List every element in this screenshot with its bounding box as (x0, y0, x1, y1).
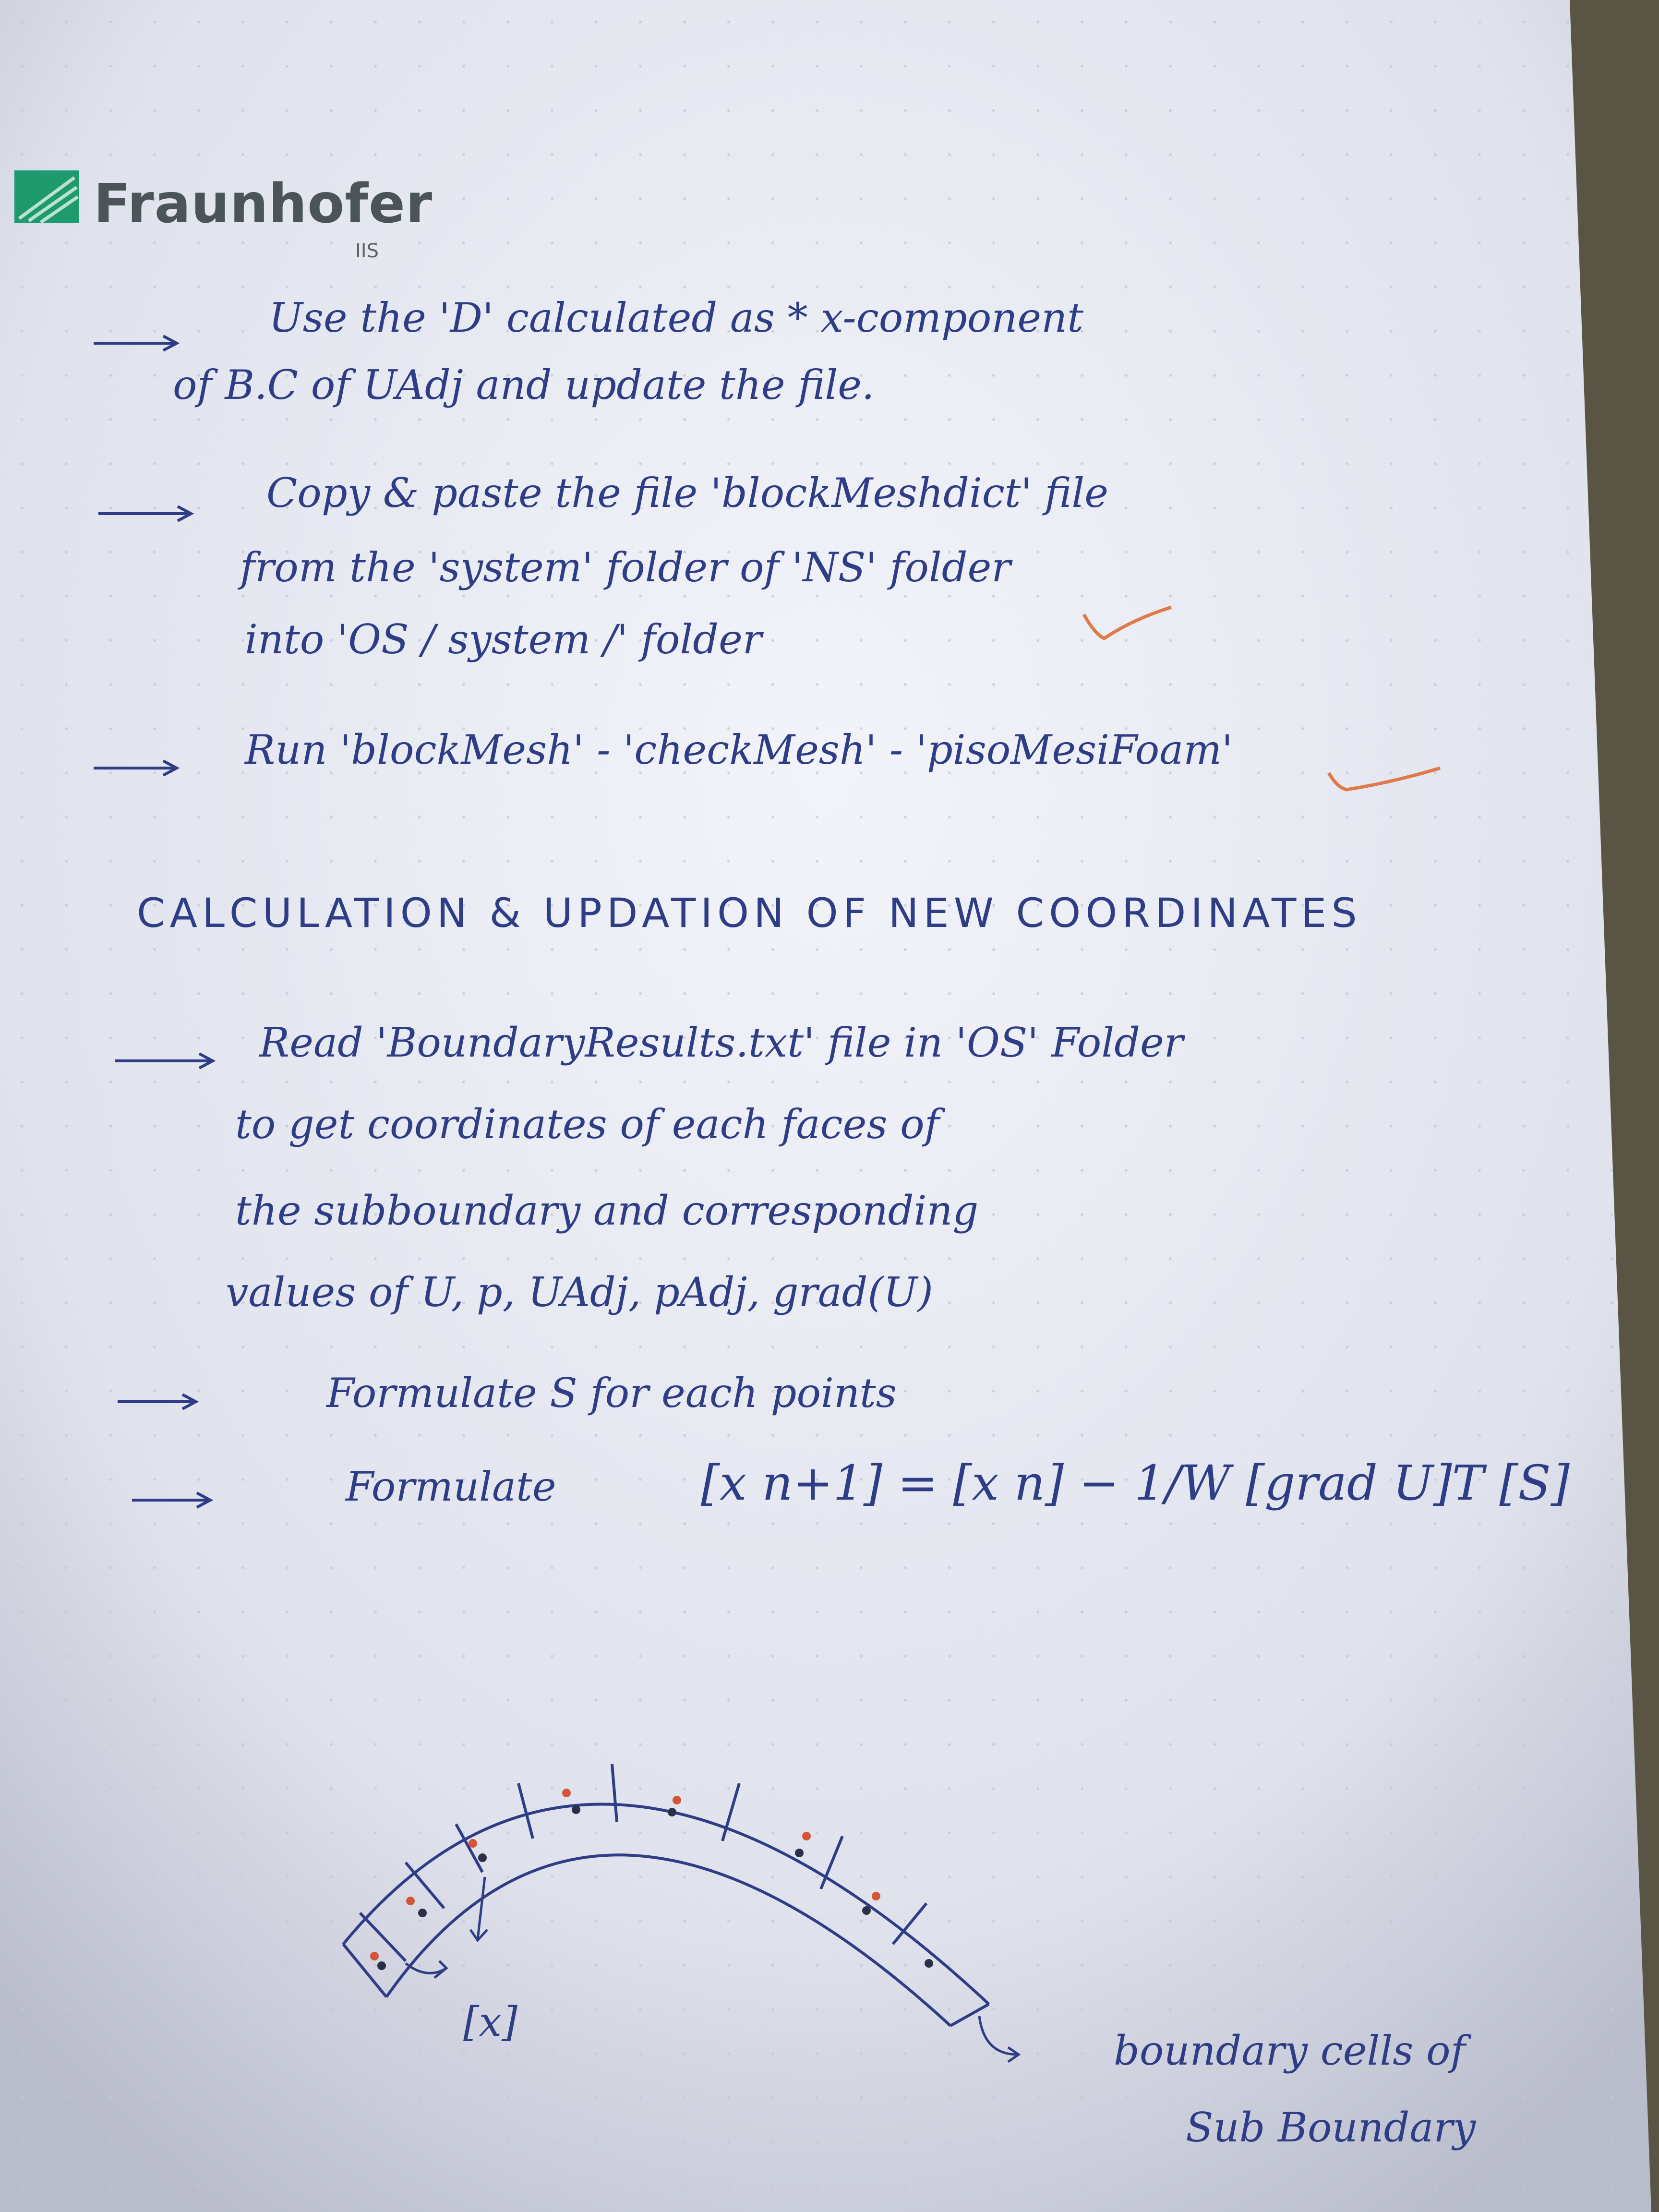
step4-line4: values of U, p, UAdj, pAdj, grad(U) (226, 1269, 933, 1316)
step1-line1: Use the 'D' calculated as * x-component (269, 294, 1083, 341)
boundary-cells-diagram (326, 1719, 1022, 2083)
diagram-caption-line1: boundary cells of (1114, 2027, 1466, 2074)
step4-line2: to get coordinates of each faces of (235, 1101, 939, 1148)
bullet-arrow-icon (113, 1049, 218, 1073)
step6-formula: [x n+1] = [x n] − 1/W [grad U]T [S] (701, 1455, 1570, 1511)
bullet-arrow-icon (130, 1488, 216, 1512)
checkmark-icon (1080, 600, 1176, 643)
step2-line1: Copy & paste the file 'blockMeshdict' file (266, 469, 1108, 517)
step2-line2: from the 'system' folder of 'NS' folder (240, 544, 1011, 591)
step3-line1: Run 'blockMesh' - 'checkMesh' - 'pisoMesiFoam' (245, 726, 1233, 773)
bullet-arrow-icon (91, 756, 182, 780)
checkmark-icon (1325, 758, 1445, 797)
step1-line2: of B.C of UAdj and update the file. (173, 361, 875, 409)
step2-line3: into 'OS / system /' folder (245, 616, 762, 663)
step4-line3: the subboundary and corresponding (235, 1187, 979, 1234)
bullet-arrow-icon (96, 502, 197, 526)
bullet-arrow-icon (115, 1390, 202, 1414)
diagram-x-label: [x] (463, 1998, 517, 2045)
bullet-arrow-icon (91, 331, 182, 355)
section-heading: CALCULATION & UPDATION OF NEW COORDINATES (137, 890, 1362, 937)
step5-line1: Formulate S for each points (326, 1370, 897, 1417)
fraunhofer-logo-sub: IIS (355, 240, 379, 262)
step4-line1: Read 'BoundaryResults.txt' file in 'OS' Folder (259, 1019, 1183, 1066)
step6-label: Formulate (346, 1463, 556, 1510)
fraunhofer-logo-text: Fraunhofer (94, 173, 433, 235)
diagram-caption-line2: Sub Boundary (1186, 2104, 1476, 2151)
